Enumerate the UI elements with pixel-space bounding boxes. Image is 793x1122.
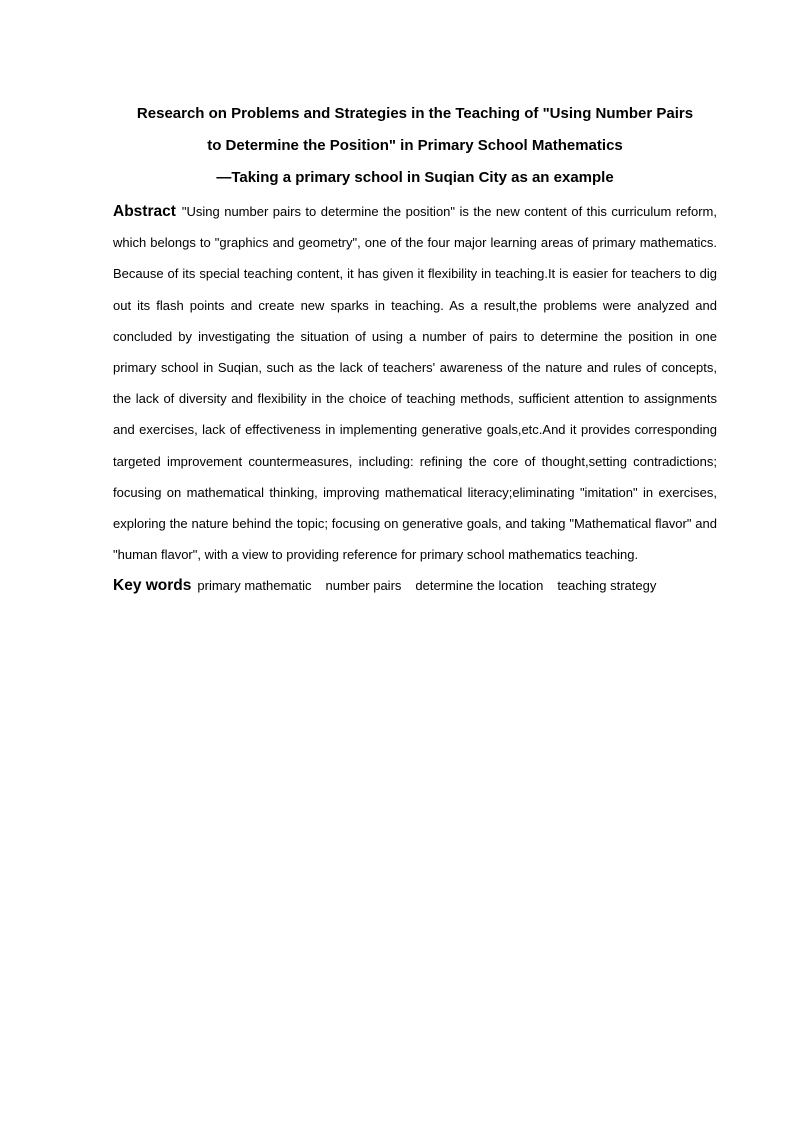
keywords-section xyxy=(113,570,717,601)
keyword-item: teaching strategy xyxy=(557,578,657,594)
paper-title-line-1: Research on Problems and Strategies in the Teaching of "Using Number Pairs xyxy=(136,105,694,122)
abstract-section xyxy=(113,196,717,570)
keywords-label: Key words xyxy=(113,577,192,595)
paper-page xyxy=(113,98,717,601)
paper-title-line-2: to Determine the Position" in Primary School Mathematics xyxy=(207,137,623,154)
abstract-label: Abstract xyxy=(113,203,176,220)
keyword-item: number pairs xyxy=(325,578,402,594)
paper-subtitle: —Taking a primary school in Suqian City as an example xyxy=(216,169,614,186)
keyword-item: determine the location xyxy=(415,578,544,594)
keyword-item: primary mathematic xyxy=(197,578,312,594)
abstract-text: "Using number pairs to determine the position" is the new content of this curriculum reform, which belongs to "graphics and geometry", one of the four major learning areas of primary mathematics. Because of its special teaching content, it has given it flexibility in teaching.It is easier for teachers to dig out its flash points and create new sparks in teaching. As a result,the problems were analyzed and concluded by investigating the situation of using a number of pairs to determine the position in one primary school in Suqian, such as the lack of teachers' awareness of the nature and rules of concepts, the lack of diversity and flexibility in the choice of teaching methods, sufficient attention to assignments and exercises, lack of effectiveness in implementing generative goals,etc.And it provides corresponding targeted improvement countermeasures, including: refining the core of thought,setting contradictions; focusing on mathematical thinking, improving mathematical literacy;eliminating "imitation" in exercises, exploring the nature behind the topic; focusing on generative goals, and taking "Mathematical flavor" and "human flavor", with a view to providing reference for primary school mathematics teaching. xyxy=(113,204,717,563)
